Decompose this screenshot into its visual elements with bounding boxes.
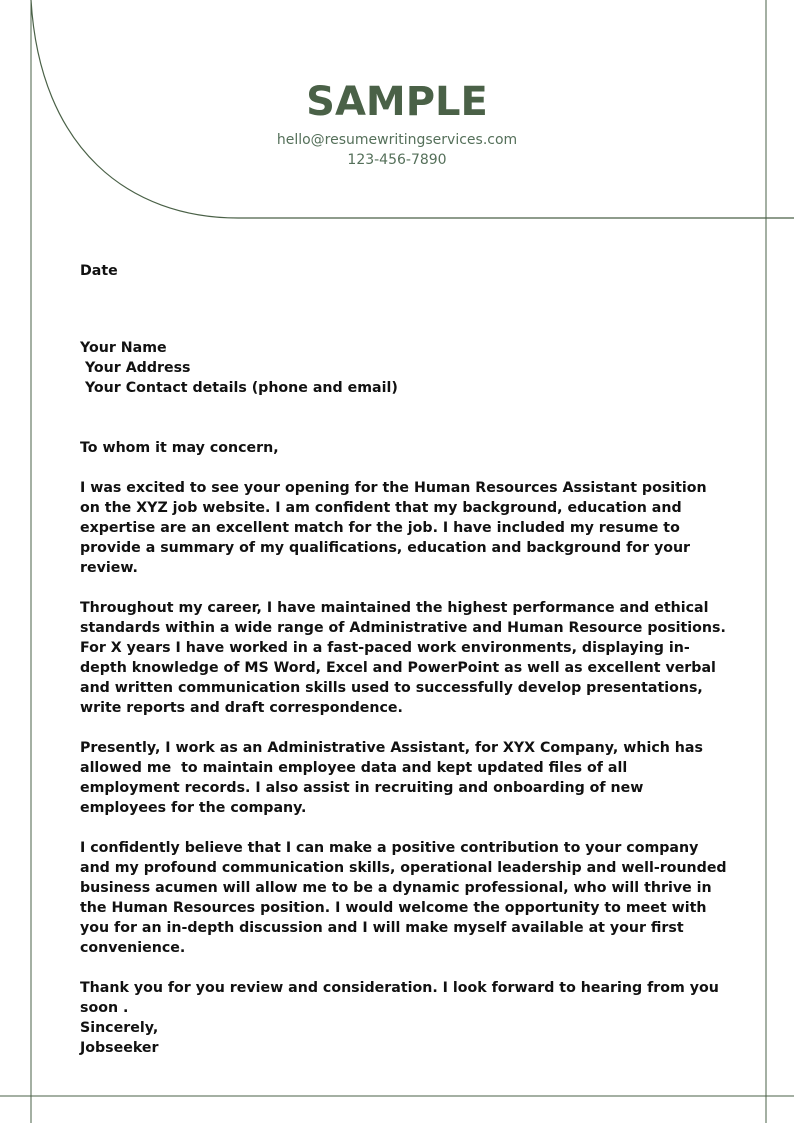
letter-date <box>80 261 730 281</box>
date-line: Date <box>80 263 118 279</box>
sign-off: Sincerely, <box>80 1020 159 1036</box>
body-paragraph-2: Throughout my career, I have maintained the highest performance and ethical standards within a wide range of Administrative and Human Resource positions. For X years I have worked in a fast-paced work environments, displaying in-depth knowledge of MS Word, Excel and PowerPoint as well as excellent verbal and written communication skills used to successfully develop presentations, write reports and draft correspondence. <box>80 600 736 716</box>
sender-contact: Your Contact details (phone and email) <box>80 380 398 396</box>
page-title: SAMPLE <box>306 79 488 125</box>
salutation: To whom it may concern, <box>80 440 279 456</box>
header-email[interactable]: hello@resumewritingservices.com <box>276 132 518 148</box>
sender-address: Your Address <box>80 360 191 376</box>
body-paragraph-1: I was excited to see your opening for the Human Resources Assistant position on the XYZ job website. I am confident that my background, education and expertise are an excellent match for the job. I have included my resume to provide a summary of my qualifications, education and background for your review. <box>80 480 712 576</box>
signature: Jobseeker <box>80 1040 159 1056</box>
letter-body <box>80 438 736 1058</box>
sender-block <box>80 338 730 398</box>
closing-line: Thank you for you review and consideration. I look forward to hearing from you soon . <box>80 980 724 1016</box>
body-paragraph-3: Presently, I work as an Administrative Assistant, for XYX Company, which has allowed me to maintain employee data and kept updated files of all employment records. I also assist in recruiting and onboarding of new employees for the company. <box>80 740 708 816</box>
sender-name: Your Name <box>80 340 167 356</box>
body-paragraph-4: I confidently believe that I can make a positive contribution to your company and my profound communication skills, operational leadership and well-rounded business acumen will allow me to be a dynamic professional, who will thrive in the Human Resources position. I would welcome the opportunity to meet with you for an in-depth discussion and I will make myself available at your first convenience. <box>80 840 732 956</box>
letter-header <box>0 78 794 170</box>
header-phone: 123-456-7890 <box>347 152 447 168</box>
